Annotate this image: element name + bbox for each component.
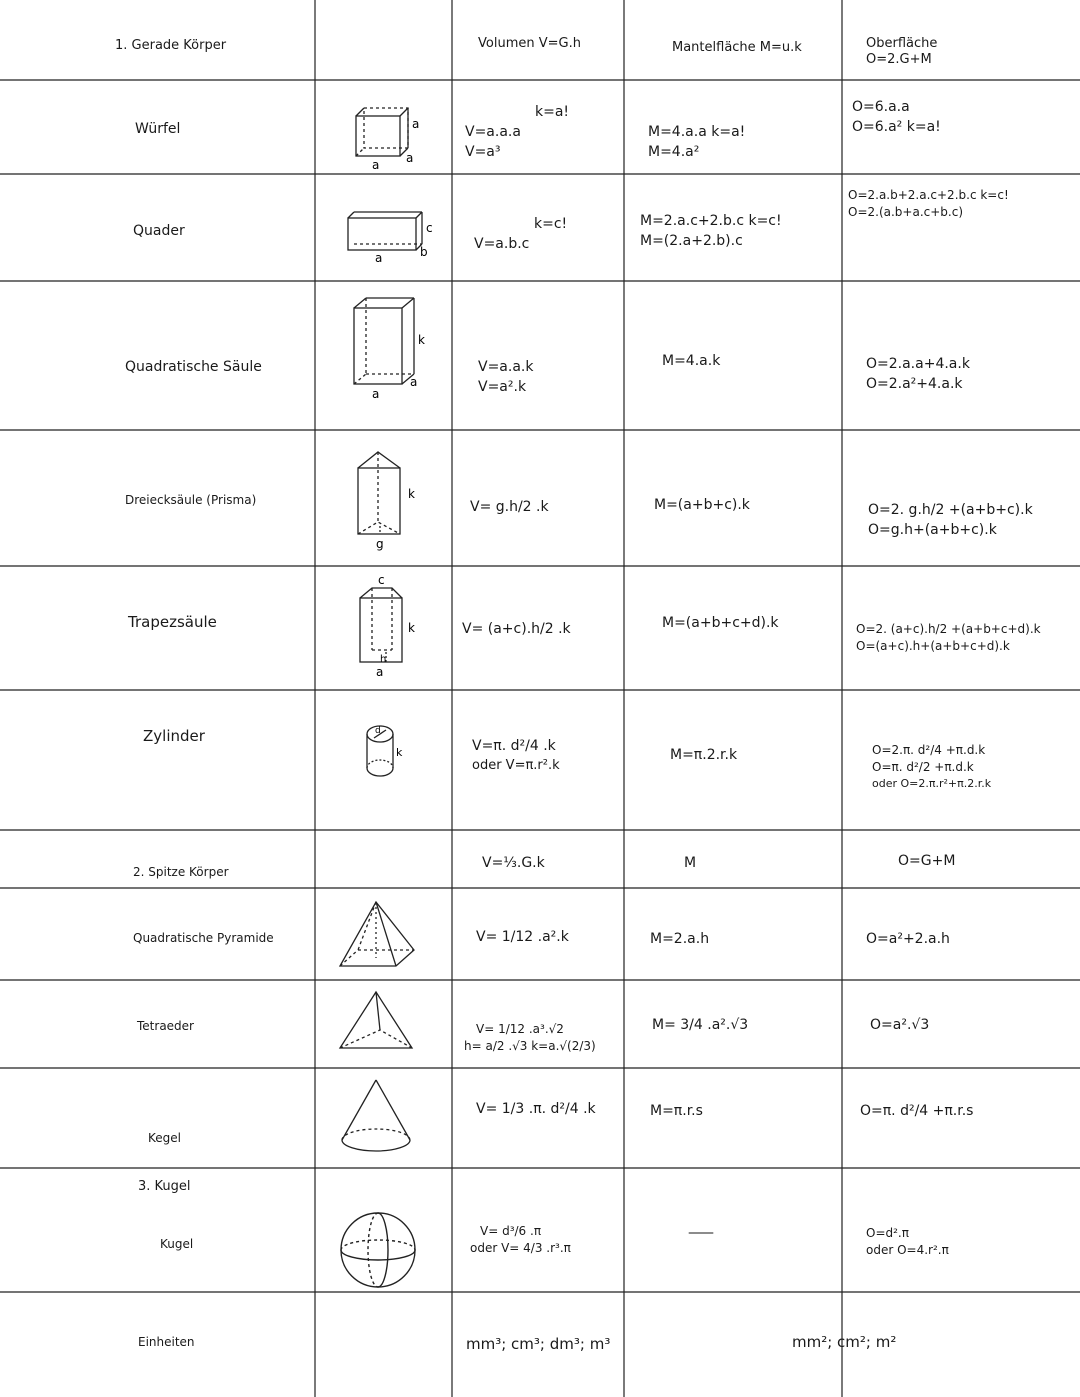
cylinder-label-height: k (396, 746, 403, 759)
vol-quadratische-saeule: V=a.a.k V=a².k (478, 358, 534, 395)
square-column-label-height: k (418, 333, 425, 347)
square-pyramid-figure (334, 896, 420, 972)
trapezoid-label-height: k (408, 621, 415, 635)
mantel-kugel: —— (688, 1224, 712, 1241)
cuboid-label-height: c (426, 221, 433, 235)
row-name-kegel: Kegel (148, 1131, 181, 1146)
mantel-wuerfel: M=4.a.a k=a! M=4.a² (648, 123, 746, 160)
mantel-quader: M=2.a.c+2.b.c k=c! M=(2.a+2.b).c (640, 212, 782, 249)
ober-quader: O=2.a.b+2.a.c+2.b.c k=c! O=2.(a.b+a.c+b.c) (848, 187, 1009, 219)
header-mantelflaeche: Mantelfläche M=u.k (672, 39, 802, 55)
ober-tetraeder: O=a².√3 (870, 1016, 930, 1033)
ober-kugel: O=d².π oder O=4.r².π (866, 1225, 949, 1257)
row-name-quader: Quader (133, 222, 185, 239)
units-area: mm²; cm²; m² (792, 1333, 897, 1352)
ober-kegel: O=π. d²/4 +π.r.s (860, 1102, 974, 1119)
row-name-kugel: Kugel (160, 1237, 194, 1252)
section2-oberflaeche: O=G+M (898, 852, 956, 869)
cylinder-figure (358, 722, 428, 784)
header-volumen: Volumen V=G.h (478, 35, 581, 51)
trapezoid-column-figure (350, 570, 430, 680)
tetrahedron-figure (334, 986, 420, 1056)
section2-mantel: M (684, 854, 697, 871)
ober-trapezsaeule: O=2. (a+c).h/2 +(a+b+c+d).k O=(a+c).h+(a+b+c+d).k (856, 621, 1041, 653)
row-name-wuerfel: Würfel (135, 120, 181, 137)
cube-label-bottom: a (372, 158, 380, 172)
row-name-quadratische-saeule: Quadratische Säule (125, 358, 262, 375)
square-column-label-base: a (372, 387, 380, 401)
vol-dreiecksaeule: V= g.h/2 .k (470, 498, 549, 515)
cube-label-depth: a (406, 151, 414, 165)
mantel-quadratische-pyramide: M=2.a.h (650, 930, 710, 947)
trapezoid-label-top: c (378, 573, 385, 587)
cuboid-figure (342, 206, 438, 264)
row-name-tetraeder: Tetraeder (137, 1019, 194, 1034)
trapezoid-label-base: a (376, 665, 384, 679)
ober-wuerfel: O=6.a.a O=6.a² k=a! (852, 98, 941, 135)
square-column-figure (346, 292, 436, 402)
mantel-dreiecksaeule: M=(a+b+c).k (654, 496, 750, 513)
mantel-zylinder: M=π.2.r.k (670, 746, 738, 763)
cube-label-side: a (412, 117, 420, 131)
section-title-spitze-koerper: 2. Spitze Körper (133, 865, 229, 880)
units-volume: mm³; cm³; dm³; m³ (466, 1335, 611, 1354)
row-name-einheiten: Einheiten (138, 1335, 195, 1350)
vol-zylinder: V=π. d²/4 .k oder V=π.r².k (472, 738, 560, 773)
row-name-quadratische-pyramide: Quadratische Pyramide (133, 931, 274, 946)
section2-volumen: V=⅓.G.k (482, 854, 545, 871)
vol-tetraeder: V= 1/12 .a³.√2 h= a/2 .√3 k=a.√(2/3) (464, 1021, 596, 1053)
vol-quader: k=c! V=a.b.c (474, 215, 568, 252)
vol-kegel: V= 1/3 .π. d²/4 .k (476, 1100, 596, 1117)
vol-trapezsaeule: V= (a+c).h/2 .k (462, 620, 571, 637)
mantel-quadratische-saeule: M=4.a.k (662, 352, 721, 369)
row-name-zylinder: Zylinder (143, 727, 205, 746)
mantel-kegel: M=π.r.s (650, 1102, 703, 1119)
ober-dreiecksaeule: O=2. g.h/2 +(a+b+c).k O=g.h+(a+b+c).k (868, 501, 1033, 538)
prism-label-height: k (408, 487, 415, 501)
ober-zylinder: O=2.π. d²/4 +π.d.k O=π. d²/2 +π.d.k oder O=2.π.r²+π.2.r.k (872, 742, 992, 791)
section-title-gerade-koerper: 1. Gerade Körper (115, 37, 227, 53)
mantel-trapezsaeule: M=(a+b+c+d).k (662, 614, 779, 631)
square-column-label-depth: a (410, 375, 418, 389)
cone-figure (338, 1074, 418, 1160)
prism-label-base: g (376, 537, 384, 551)
section-title-kugel: 3. Kugel (138, 1178, 191, 1194)
header-oberflaeche: Oberfläche O=2.G+M (866, 36, 938, 67)
cylinder-label-diameter: d (375, 726, 381, 736)
ober-quadratische-pyramide: O=a²+2.a.h (866, 930, 950, 947)
cuboid-label-width: b (420, 245, 428, 259)
cube-figure (348, 100, 428, 172)
cuboid-label-length: a (375, 251, 383, 264)
row-name-dreiecksaeule: Dreiecksäule (Prisma) (125, 493, 257, 508)
ober-quadratische-saeule: O=2.a.a+4.a.k O=2.a²+4.a.k (866, 355, 970, 392)
triangular-prism-figure (350, 448, 430, 552)
vol-wuerfel: k=a! V=a.a.a V=a³ (465, 103, 570, 161)
trapezoid-label-h: h (380, 654, 387, 665)
vol-quadratische-pyramide: V= 1/12 .a².k (476, 928, 569, 945)
sphere-figure (336, 1208, 420, 1292)
mantel-tetraeder: M= 3/4 .a².√3 (652, 1016, 749, 1033)
vol-kugel: V= d³/6 .π oder V= 4/3 .r³.π (470, 1223, 571, 1255)
row-name-trapezsaeule: Trapezsäule (128, 613, 217, 632)
